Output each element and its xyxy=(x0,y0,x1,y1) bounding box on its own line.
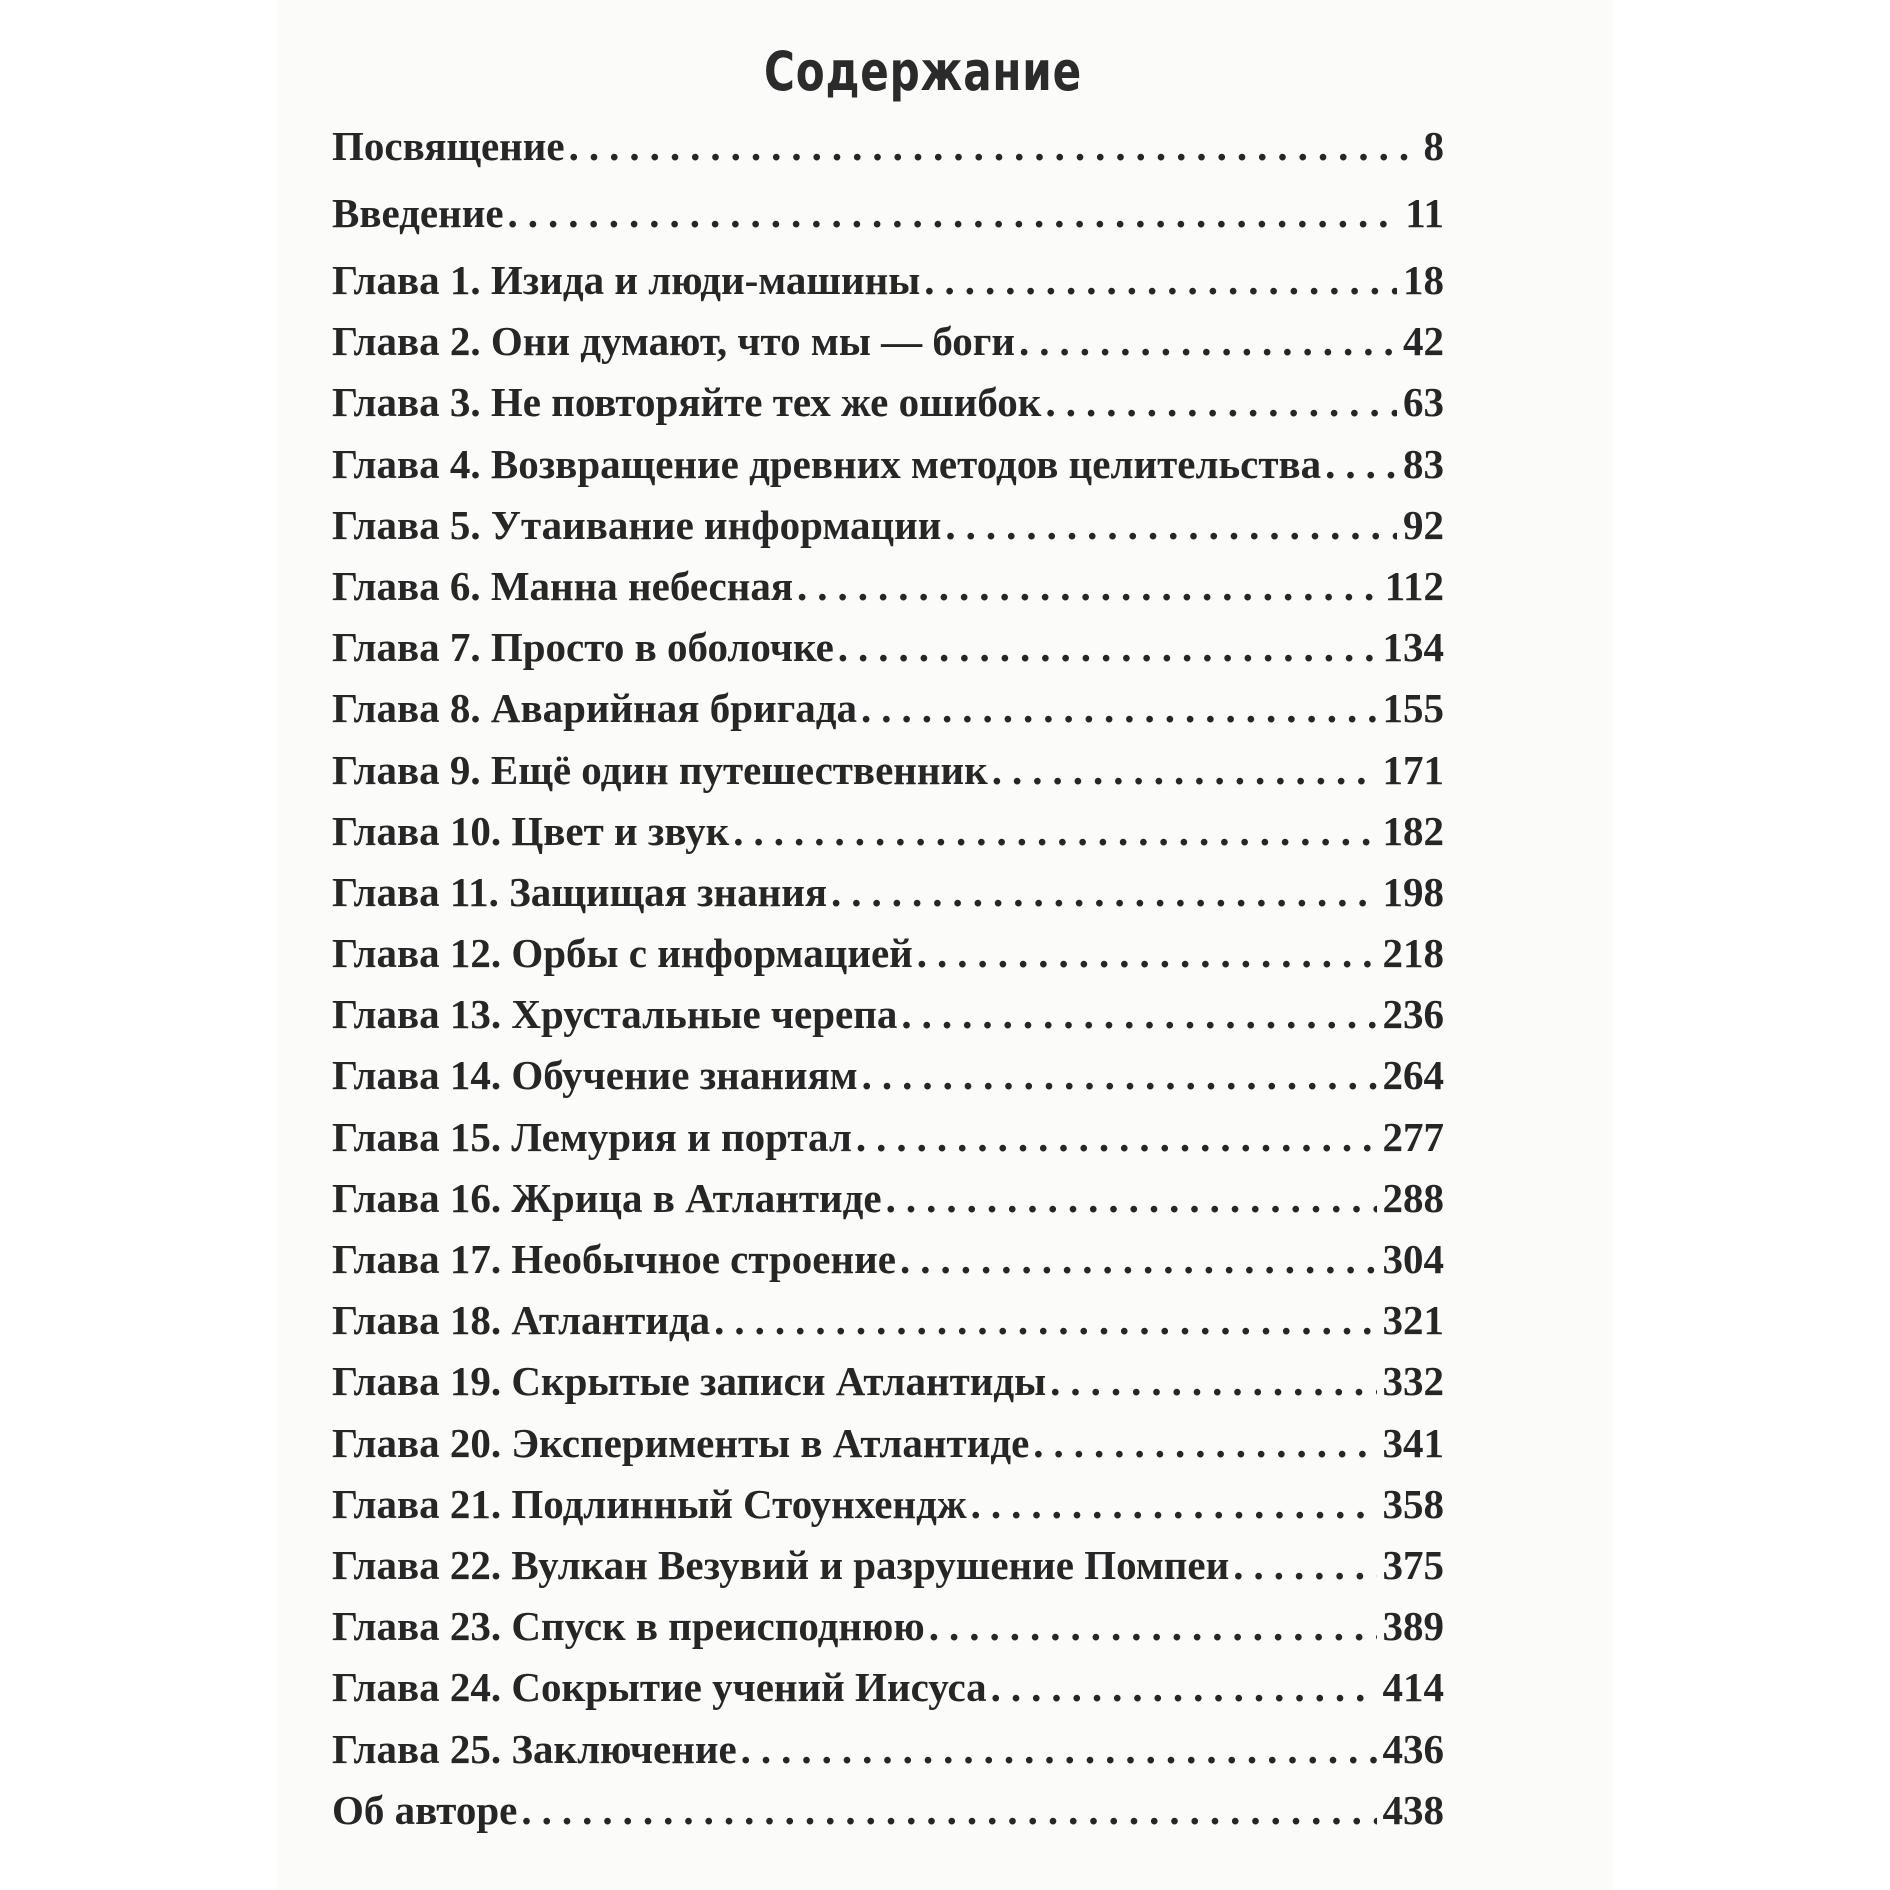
dot-leader xyxy=(862,1051,1377,1099)
toc-entry-page-number: 92 xyxy=(1403,501,1444,548)
toc-entry-page-number: 18 xyxy=(1403,257,1444,303)
toc-entry-page-number: 63 xyxy=(1403,379,1444,426)
dot-leader xyxy=(1019,317,1397,365)
toc-entry xyxy=(332,990,1444,1051)
toc-entry xyxy=(332,562,1444,623)
toc-entry-page-number: 332 xyxy=(1382,1358,1444,1405)
toc-entry xyxy=(332,623,1444,684)
toc-entry-title: Глава 21. Подлинный Стоунхендж xyxy=(332,1480,967,1527)
dot-leader xyxy=(1233,1541,1376,1589)
toc-entry xyxy=(332,440,1444,501)
toc-entry-title: Глава 9. Ещё один путешественник xyxy=(332,746,988,793)
toc-entry xyxy=(332,256,1444,317)
toc-entry-title: Об авторе xyxy=(332,1786,518,1833)
dot-leader xyxy=(992,746,1377,794)
toc-entry-page-number: 414 xyxy=(1382,1664,1444,1711)
dot-leader xyxy=(924,256,1397,304)
table-of-contents xyxy=(332,122,1444,1847)
dot-leader xyxy=(733,807,1376,855)
dot-leader xyxy=(838,623,1377,671)
toc-entry-page-number: 134 xyxy=(1382,624,1444,671)
toc-entry xyxy=(332,1051,1444,1112)
dot-leader xyxy=(714,1296,1376,1344)
dot-leader xyxy=(886,1174,1377,1222)
toc-entry-page-number: 171 xyxy=(1382,746,1444,793)
toc-entry-title: Глава 24. Сокрытие учений Иисуса xyxy=(332,1664,987,1711)
toc-entry xyxy=(332,1602,1444,1663)
toc-entry xyxy=(332,1541,1444,1602)
dot-leader xyxy=(508,189,1400,237)
toc-entry-title: Глава 16. Жрица в Атлантиде xyxy=(332,1174,882,1221)
dot-leader xyxy=(901,990,1376,1038)
toc-entry-title: Глава 23. Спуск в преисподнюю xyxy=(332,1603,925,1650)
toc-entry xyxy=(332,1786,1444,1847)
toc-entry-page-number: 436 xyxy=(1382,1725,1444,1772)
toc-entry-page-number: 218 xyxy=(1382,930,1444,977)
dot-leader xyxy=(991,1663,1377,1711)
dot-leader xyxy=(929,1602,1377,1650)
dot-leader xyxy=(861,684,1377,732)
toc-entry xyxy=(332,807,1444,868)
toc-entry-title: Глава 5. Утаивание информации xyxy=(332,501,942,548)
dot-leader xyxy=(856,1113,1377,1161)
toc-entry-title: Глава 19. Скрытые записи Атлантиды xyxy=(332,1358,1047,1405)
toc-entry xyxy=(332,501,1444,562)
toc-entry-page-number: 236 xyxy=(1382,991,1444,1038)
dot-leader xyxy=(1050,1357,1376,1405)
toc-entry-title: Введение xyxy=(332,190,504,236)
toc-entry xyxy=(332,1480,1444,1541)
page-title: Содержание xyxy=(764,40,1082,103)
toc-entry xyxy=(332,1725,1444,1786)
toc-entry-page-number: 83 xyxy=(1403,440,1444,487)
toc-entry-title: Глава 25. Заключение xyxy=(332,1725,737,1772)
toc-entry-title: Глава 17. Необычное строение xyxy=(332,1236,896,1282)
dot-leader xyxy=(831,868,1376,916)
toc-entry xyxy=(332,1663,1444,1724)
toc-entry-title: Глава 8. Аварийная бригада xyxy=(332,685,857,732)
toc-entry xyxy=(332,122,1444,189)
dot-leader xyxy=(945,501,1397,549)
toc-entry xyxy=(332,929,1444,990)
toc-entry-page-number: 112 xyxy=(1384,562,1444,609)
dot-leader xyxy=(900,1235,1377,1283)
toc-entry xyxy=(332,1419,1444,1480)
toc-entry xyxy=(332,1357,1444,1418)
toc-entry-title: Глава 6. Манна небесная xyxy=(332,562,794,609)
toc-entry xyxy=(332,189,1444,256)
toc-entry-page-number: 155 xyxy=(1382,685,1444,732)
dot-leader xyxy=(569,122,1418,170)
book-page xyxy=(278,0,1612,1890)
toc-entry-page-number: 389 xyxy=(1382,1603,1444,1650)
toc-entry-title: Глава 4. Возвращение древних методов целительства xyxy=(332,440,1322,487)
toc-entry-page-number: 375 xyxy=(1382,1541,1444,1588)
toc-entry-page-number: 277 xyxy=(1382,1113,1444,1160)
toc-entry-title: Глава 11. Защищая знания xyxy=(332,868,828,915)
toc-entry-title: Глава 15. Лемурия и портал xyxy=(332,1113,852,1160)
toc-entry-title: Глава 13. Хрустальные черепа xyxy=(332,991,898,1038)
toc-entry-page-number: 11 xyxy=(1405,190,1444,236)
toc-entry-page-number: 182 xyxy=(1382,807,1444,854)
toc-entry-title: Глава 2. Они думают, что мы — боги xyxy=(332,318,1016,365)
toc-entry xyxy=(332,746,1444,807)
toc-entry-page-number: 288 xyxy=(1382,1174,1444,1221)
dot-leader xyxy=(971,1480,1377,1528)
toc-entry-page-number: 8 xyxy=(1423,123,1444,169)
toc-entry-page-number: 321 xyxy=(1382,1297,1444,1344)
toc-entry xyxy=(332,317,1444,378)
toc-entry xyxy=(332,1174,1444,1235)
toc-entry-title: Глава 12. Орбы с информацией xyxy=(332,930,913,977)
toc-entry-page-number: 264 xyxy=(1382,1052,1444,1099)
toc-entry-page-number: 42 xyxy=(1403,318,1444,365)
dot-leader xyxy=(1045,378,1397,426)
dot-leader xyxy=(1033,1419,1376,1467)
toc-entry xyxy=(332,1113,1444,1174)
toc-entry-page-number: 304 xyxy=(1382,1236,1444,1282)
dot-leader xyxy=(741,1725,1377,1773)
toc-entry-title: Глава 1. Изида и люди-машины xyxy=(332,257,921,303)
dot-leader xyxy=(917,929,1377,977)
toc-entry-title: Глава 10. Цвет и звук xyxy=(332,807,730,854)
toc-entry-page-number: 438 xyxy=(1382,1786,1444,1833)
toc-entry-title: Глава 22. Вулкан Везувий и разрушение Помпеи xyxy=(332,1541,1230,1588)
toc-entry-page-number: 341 xyxy=(1382,1419,1444,1466)
toc-entry xyxy=(332,684,1444,745)
toc-entry-page-number: 358 xyxy=(1382,1480,1444,1527)
toc-entry xyxy=(332,1296,1444,1357)
toc-entry-title: Глава 20. Эксперименты в Атлантиде xyxy=(332,1419,1030,1466)
toc-entry-title: Глава 7. Просто в оболочке xyxy=(332,624,834,671)
toc-entry-title: Глава 18. Атлантида xyxy=(332,1297,711,1344)
toc-entry xyxy=(332,868,1444,929)
dot-leader xyxy=(1325,440,1397,488)
toc-entry-title: Посвящение xyxy=(332,123,565,169)
toc-entry-title: Глава 3. Не повторяйте тех же ошибок xyxy=(332,379,1042,426)
toc-entry xyxy=(332,378,1444,439)
dot-leader xyxy=(797,562,1379,610)
toc-entry xyxy=(332,1235,1444,1296)
toc-entry-title: Глава 14. Обучение знаниям xyxy=(332,1052,858,1099)
dot-leader xyxy=(521,1786,1376,1834)
toc-entry-page-number: 198 xyxy=(1382,868,1444,915)
